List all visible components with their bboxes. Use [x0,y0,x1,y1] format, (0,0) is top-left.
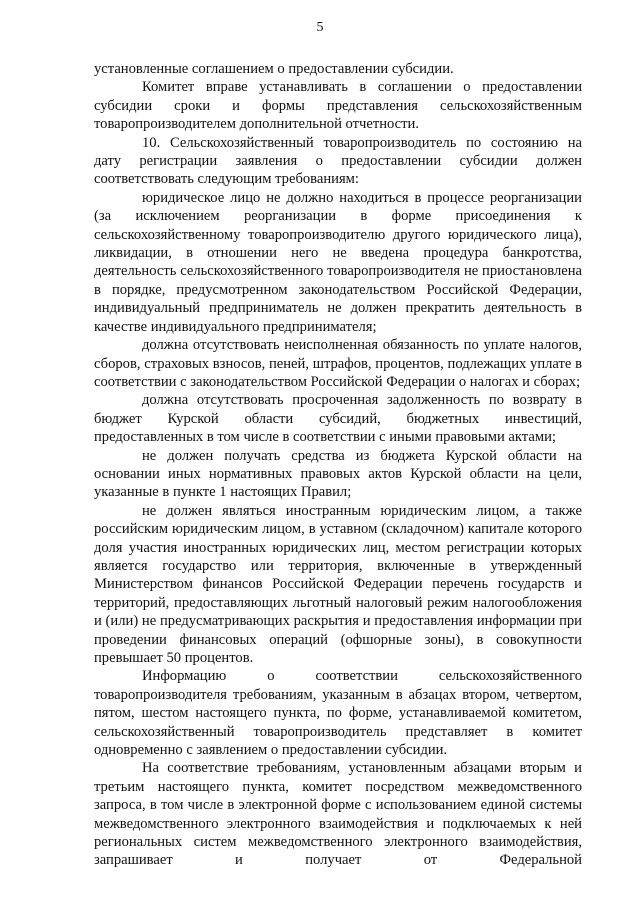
paragraph-requirement-funds: не должен получать средства из бюджета Курской области на основании иных нормативных правовых актов Курской области на цели, указанные в пункте 1 настоящих Правил; [94,447,582,501]
paragraph-requirement-taxes: должна отсутствовать неисполненная обязанность по уплате налогов, сборов, страховых взносов, пеней, штрафов, процентов, подлежащих уплате в соответствии с законодательством Российской Федерации о налогах и сборах; [94,337,582,390]
paragraph-information: Информацию о соответствии сельскохозяйственного товаропроизводителя требованиям, указанным в абзацах втором, четвертом, пятом, шестом настоящего пункта, по форме, устанавливаемой комитетом, сельскохозяйственный товаропроизводитель представляет в комитет одновременно с заявлением о предоставлении субсидии. [94,668,582,759]
paragraph-continuation: установленные соглашением о предоставлении субсидии. [94,61,454,77]
document-body [94,60,582,870]
paragraph-item-10: 10. Сельскохозяйственный товаропроизводитель по состоянию на дату регистрации заявления о предоставлении субсидии должен соответствовать следующим требованиям: [94,134,582,188]
page-number: 5 [316,20,324,35]
paragraph-requirement-foreign: не должен являться иностранным юридическим лицом, а также российским юридическим лицом, в уставном (складочном) капитале которого доля участия иностранных юридических лиц, местом регистрации которых является государство или территория, включенные в утвержденный Министерством финансов Российской Федерации перечень государств и территорий, предоставляющих льготный налоговый режим налогообложения и (или) не предусматривающих раскрытия и предоставления информации при проведении финансовых операций (офшорные зоны), в совокупности превышает 50 процентов. [94,502,582,666]
paragraph-requirement-reorganization: юридическое лицо не должно находиться в процессе реорганизации (за исключением реорганизации в форме присоединения к сельскохозяйственному товаропроизводителю другого юридического лица), ликвидации, в отношении него не введена процедура банкротства, деятельность сельскохозяйственного товаропроизводителя не приостановлена в порядке, предусмотренном законодательством Российской Федерации, индивидуальный предприниматель не должен прекратить деятельность в качестве индивидуального предпринимателя; [94,189,582,335]
paragraph-interagency-request: На соответствие требованиям, установленным абзацами вторым и третьим настоящего пункта, комитет посредством межведомственного запроса, в том числе в электронной форме с использованием единой системы межведомственного электронного взаимодействия и подключаемых к ней региональных систем межведомственного электронного взаимодействия, запрашивает и получает от Федеральной [94,760,582,869]
paragraph-requirement-debt: должна отсутствовать просроченная задолженность по возврату в бюджет Курской области субсидий, бюджетных инвестиций, предоставленных в том числе в соответствии с иными правовыми актами; [94,392,582,446]
paragraph-committee-rights: Комитет вправе устанавливать в соглашении о предоставлении субсидии сроки и формы представления сельскохозяйственным товаропроизводителем дополнительной отчетности. [94,79,582,133]
